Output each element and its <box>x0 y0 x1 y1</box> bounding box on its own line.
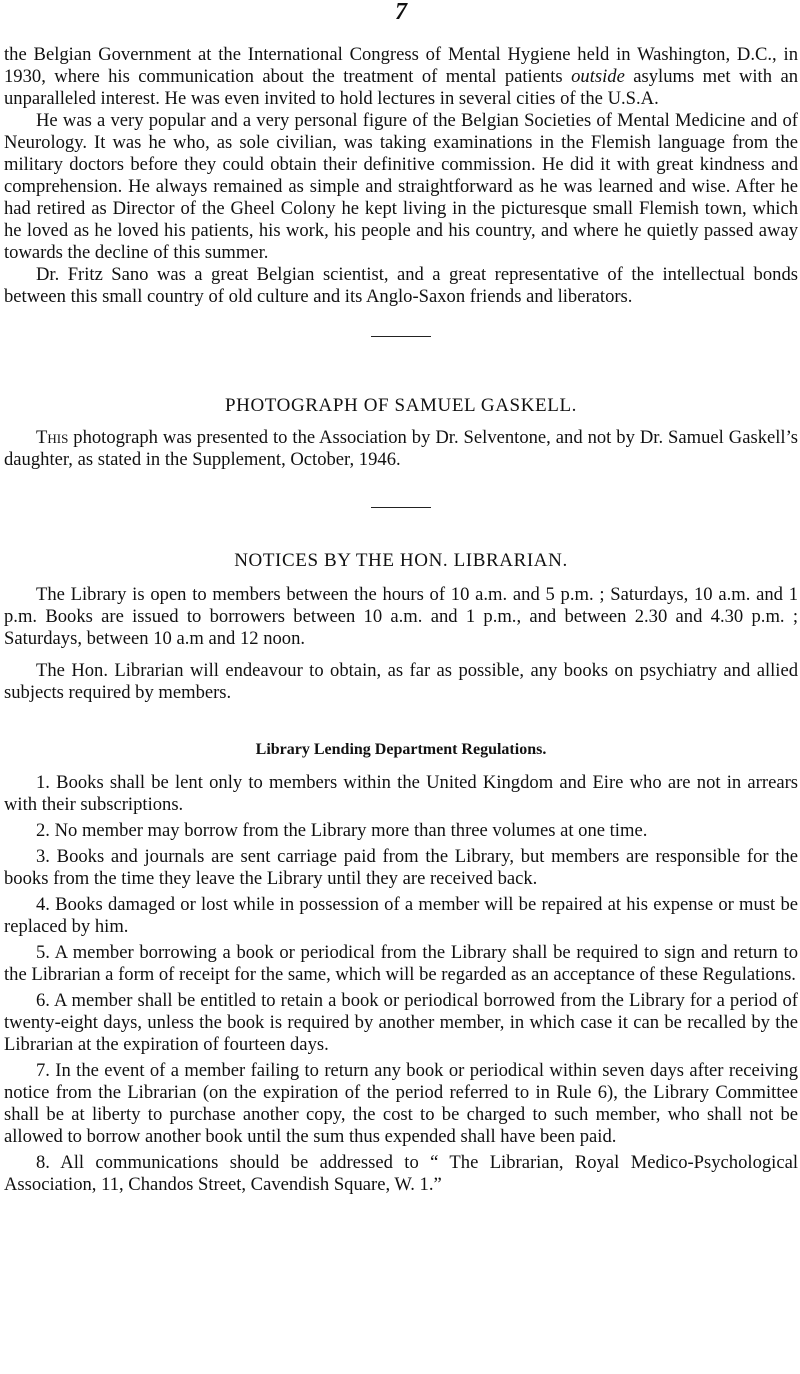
librarian-section-title: NOTICES BY THE HON. LIBRARIAN. <box>234 550 568 571</box>
obituary-continuation <box>4 44 798 308</box>
obituary-paragraph-1 <box>4 44 798 110</box>
regulations-heading: Library Lending Department Regulations. <box>255 741 547 758</box>
regulation-rule-3: 3. Books and journals are sent carriage paid from the Library, but members are responsible for the books from the time they leave the Library until they are received back. <box>4 846 798 889</box>
obituary-paragraph-3: Dr. Fritz Sano was a great Belgian scientist, and a great representative of the intellectual bonds between this small country of old culture and its Anglo-Saxon friends and liberators. <box>4 264 798 307</box>
regulation-rule-8: 8. All communications should be addressed to “ The Librarian, Royal Medico-Psychological Association, 11, Chandos Street, Cavendish Square, W. 1.” <box>4 1152 798 1195</box>
regulation-rule-6: 6. A member shall be entitled to retain a book or periodical borrowed from the Library for a period of twenty-eight days, unless the book is required by another member, in which case it can be recalled by the Librarian at the expiration of fourteen days. <box>4 990 798 1055</box>
photograph-body: photograph was presented to the Association by Dr. Selventone, and not by Dr. Samuel Gaskell’s daughter, as stated in the Supplement, October, 1946. <box>4 427 798 470</box>
photograph-lead-word: This <box>36 427 69 448</box>
page-number: 7 <box>395 0 407 25</box>
photograph-section-title: PHOTOGRAPH OF SAMUEL GASKELL. <box>224 395 578 416</box>
emphasis-outside: outside <box>571 66 625 87</box>
library-hours-paragraph: The Library is open to members between the hours of 10 a.m. and 5 p.m. ; Saturdays, 10 a.m. and 1 p.m. Books are issued to borrowers between 10 a.m. and 1 p.m., and between 2.30 and 4.30 p.m. ; Saturdays, between 10 a.m and 12 noon. <box>4 584 798 649</box>
regulation-rule-4: 4. Books damaged or lost while in possession of a member will be repaired at his expense or must be replaced by him. <box>4 894 798 937</box>
regulation-rule-1: 1. Books shall be lent only to members within the United Kingdom and Eire who are not in arrears with their subscriptions. <box>4 772 798 815</box>
regulation-rule-2: 2. No member may borrow from the Library more than three volumes at one time. <box>36 820 648 841</box>
obituary-p1-before: the Belgian Government at the International Congress of Mental Hygiene held in Washington, D.C., in 1930, where his communication about the treatment of mental patients <box>4 44 798 87</box>
regulations-list <box>4 772 798 1196</box>
obituary-p1-after: asylums met with an unparalleled interest. He was even invited to hold lectures in several cities of the U.S.A. <box>4 66 798 109</box>
photograph-paragraph <box>4 427 798 471</box>
obituary-paragraph-2: He was a very popular and a very personal figure of the Belgian Societies of Mental Medicine and of Neurology. It was he who, as sole civilian, was taking examinations in the Flemish language from the military doctors before they could obtain their definitive commission. He did it with great kindness and comprehension. He always remained as simple and straightforward as he was learned and wise. After he had retired as Director of the Gheel Colony he kept living in the picturesque small Flemish town, which he loved as he loved his patients, his work, his people and his country, and where he quietly passed away towards the decline of this summer. <box>4 110 798 263</box>
regulation-rule-7: 7. In the event of a member failing to return any book or periodical within seven days after receiving notice from the Librarian (on the expiration of the period referred to in Rule 6), the Library Committee shall be at liberty to purchase another copy, the cost to be charged to such member, who shall not be allowed to borrow another book until the sum thus expended shall have been paid. <box>4 1060 798 1147</box>
librarian-books-paragraph: The Hon. Librarian will endeavour to obtain, as far as possible, any books on psychiatry and allied subjects required by members. <box>4 660 798 703</box>
regulation-rule-5: 5. A member borrowing a book or periodical from the Library shall be required to sign and return to the Librarian a form of receipt for the same, which will be regarded as an acceptance of these Regulations. <box>4 942 798 985</box>
